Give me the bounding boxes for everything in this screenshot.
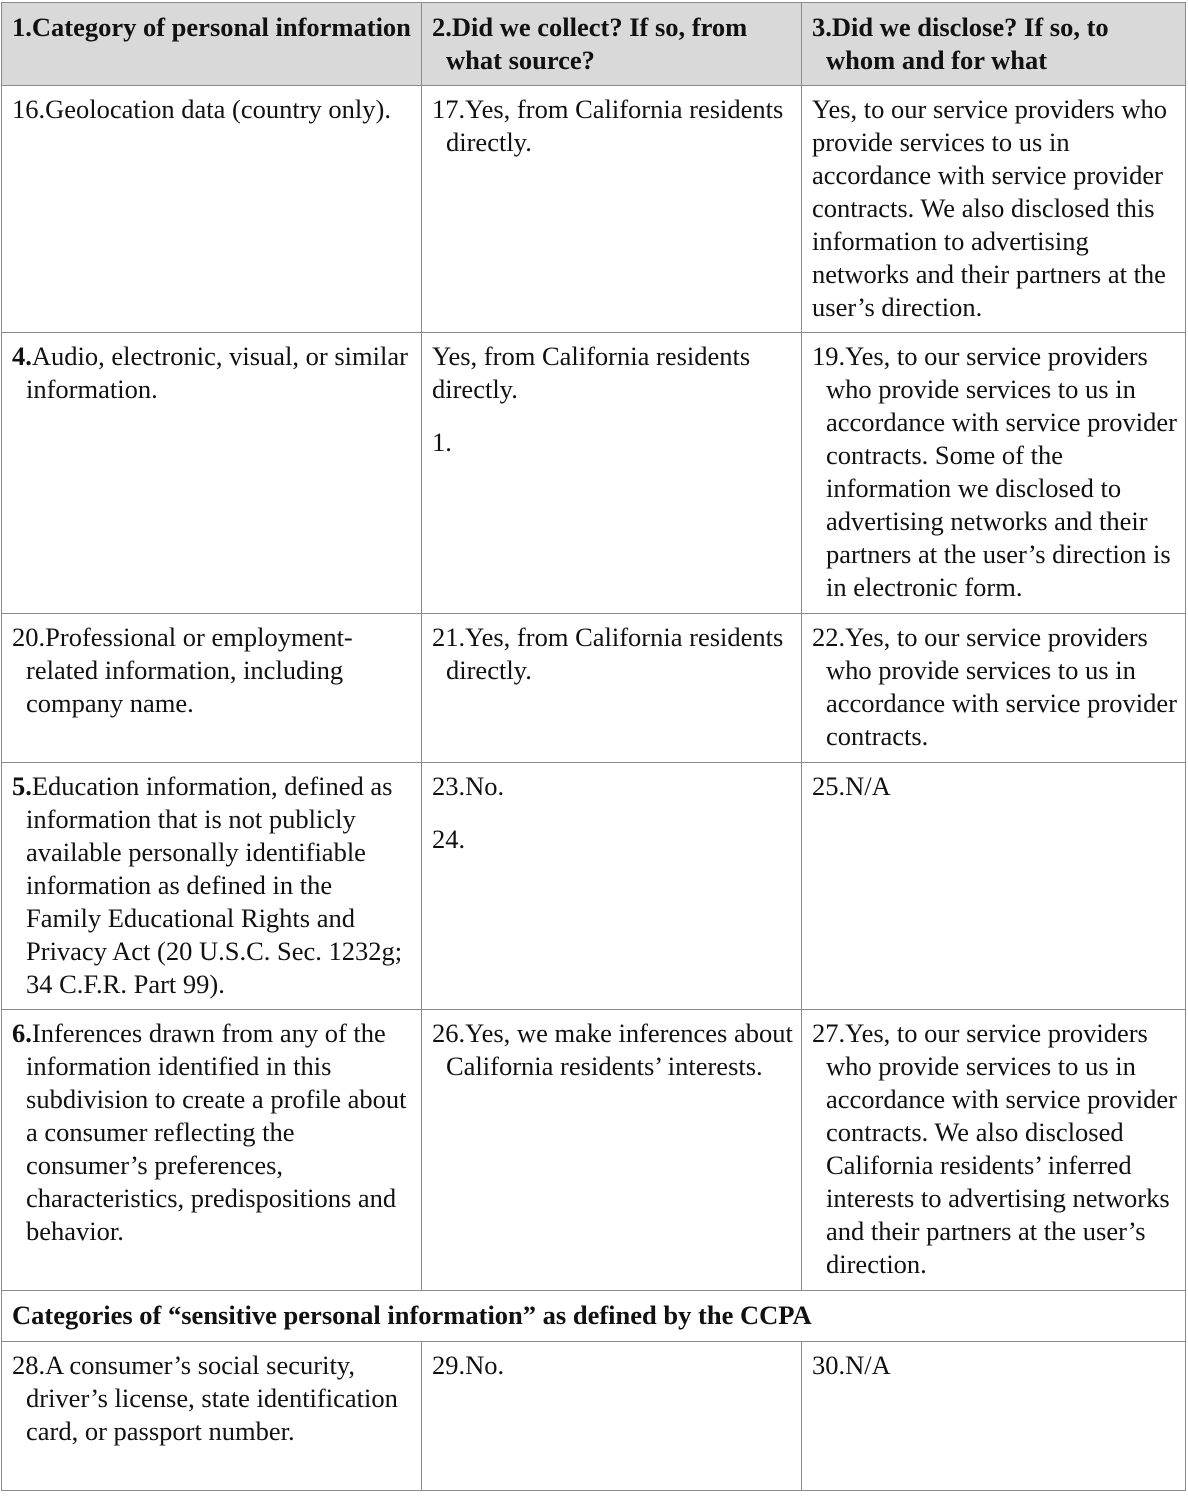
- section-heading-row: [2, 1291, 1186, 1342]
- collected-text: No.: [465, 1350, 505, 1380]
- item-number: 22.: [812, 622, 846, 652]
- header-disclosed-number: 3.: [812, 12, 832, 42]
- disclosed-text: Yes, to our service providers who provide services to us in accordance with service provider contracts.: [826, 622, 1177, 751]
- header-collected: [422, 3, 802, 86]
- disclosed-cell: [802, 763, 1186, 1010]
- table-row: [2, 333, 1186, 614]
- disclosed-cell: [802, 1010, 1186, 1291]
- header-disclosed-label: Did we disclose? If so, to whom and for what: [826, 12, 1109, 75]
- header-category-number: 1.: [12, 12, 32, 42]
- collected-text: No.: [465, 771, 505, 801]
- item-number: 30.: [812, 1350, 846, 1380]
- table-row: [2, 1342, 1186, 1491]
- collected-cell: [422, 1010, 802, 1291]
- disclosed-text: N/A: [845, 1350, 891, 1380]
- header-category-label: Category of personal information: [31, 12, 411, 42]
- collected-extra: 24.: [432, 824, 466, 854]
- table-row: [2, 614, 1186, 763]
- item-number: 20.: [12, 622, 46, 652]
- item-number: 21.: [432, 622, 466, 652]
- table-row: [2, 86, 1186, 333]
- collected-cell: [422, 614, 802, 763]
- category-cell: [2, 614, 422, 763]
- category-cell: [2, 1010, 422, 1291]
- disclosed-cell: [802, 86, 1186, 333]
- collected-cell: [422, 333, 802, 614]
- category-cell: [2, 763, 422, 1010]
- category-text: Geolocation data (country only).: [45, 94, 391, 124]
- disclosed-text: Yes, to our service providers who provide services to us in accordance with service provider contracts. We also disclosed this information to advertising networks and their partners at the user’s direction.: [812, 94, 1168, 322]
- item-number: 16.: [12, 94, 46, 124]
- item-number: 29.: [432, 1350, 466, 1380]
- table-row: [2, 1010, 1186, 1291]
- collected-text: Yes, from California residents directly.: [446, 622, 784, 685]
- item-number: 6.: [12, 1018, 32, 1048]
- collected-text: Yes, from California residents directly.: [432, 341, 751, 404]
- item-number: 4.: [12, 341, 32, 371]
- disclosed-cell: [802, 333, 1186, 614]
- item-number: 17.: [432, 94, 466, 124]
- header-row: [2, 3, 1186, 86]
- header-collected-label: Did we collect? If so, from what source?: [446, 12, 748, 75]
- item-number: 23.: [432, 771, 466, 801]
- category-text: A consumer’s social security, driver’s license, state identification card, or passport number.: [26, 1350, 398, 1446]
- category-text: Education information, defined as information that is not publicly available personally identifiable information as defined in the Family Educational Rights and Privacy Act (20 U.S.C. Sec. 1232g; 34 C.F.R. Part 99).: [26, 771, 403, 999]
- section-heading-cell: [2, 1291, 1186, 1342]
- collected-text: Yes, from California residents directly.: [446, 94, 784, 157]
- collected-text: Yes, we make inferences about California residents’ interests.: [446, 1018, 793, 1081]
- category-cell: [2, 333, 422, 614]
- category-cell: [2, 1342, 422, 1491]
- item-number: 25.: [812, 771, 846, 801]
- item-number: 28.: [12, 1350, 46, 1380]
- section-heading: Categories of “sensitive personal information” as defined by the CCPA: [12, 1300, 812, 1330]
- disclosed-text: N/A: [845, 771, 891, 801]
- header-disclosed: [802, 3, 1186, 86]
- item-number: 26.: [432, 1018, 466, 1048]
- item-number: 5.: [12, 771, 32, 801]
- collected-extra: 1.: [432, 427, 452, 457]
- disclosed-cell: [802, 614, 1186, 763]
- category-text: Inferences drawn from any of the information identified in this subdivision to create a profile about a consumer reflecting the consumer’s preferences, characteristics, predispositions and behavior.: [26, 1018, 407, 1246]
- disclosed-text: Yes, to our service providers who provide services to us in accordance with service provider contracts. Some of the information we disclosed to advertising networks and their partners at the user’s direction is in electronic form.: [826, 341, 1177, 602]
- collected-cell: [422, 86, 802, 333]
- disclosed-cell: [802, 1342, 1186, 1491]
- collected-cell: [422, 1342, 802, 1491]
- header-category: [2, 3, 422, 86]
- item-number: 27.: [812, 1018, 846, 1048]
- disclosed-text: Yes, to our service providers who provide services to us in accordance with service provider contracts. We also disclosed California residents’ inferred interests to advertising networks and their partners at the user’s direction.: [826, 1018, 1177, 1279]
- category-text: Audio, electronic, visual, or similar information.: [26, 341, 408, 404]
- header-collected-number: 2.: [432, 12, 452, 42]
- category-cell: [2, 86, 422, 333]
- collected-cell: [422, 763, 802, 1010]
- category-text: Professional or employment-related information, including company name.: [26, 622, 353, 718]
- ccpa-disclosure-table: [1, 2, 1186, 1491]
- item-number: 19.: [812, 341, 846, 371]
- table-row: [2, 763, 1186, 1010]
